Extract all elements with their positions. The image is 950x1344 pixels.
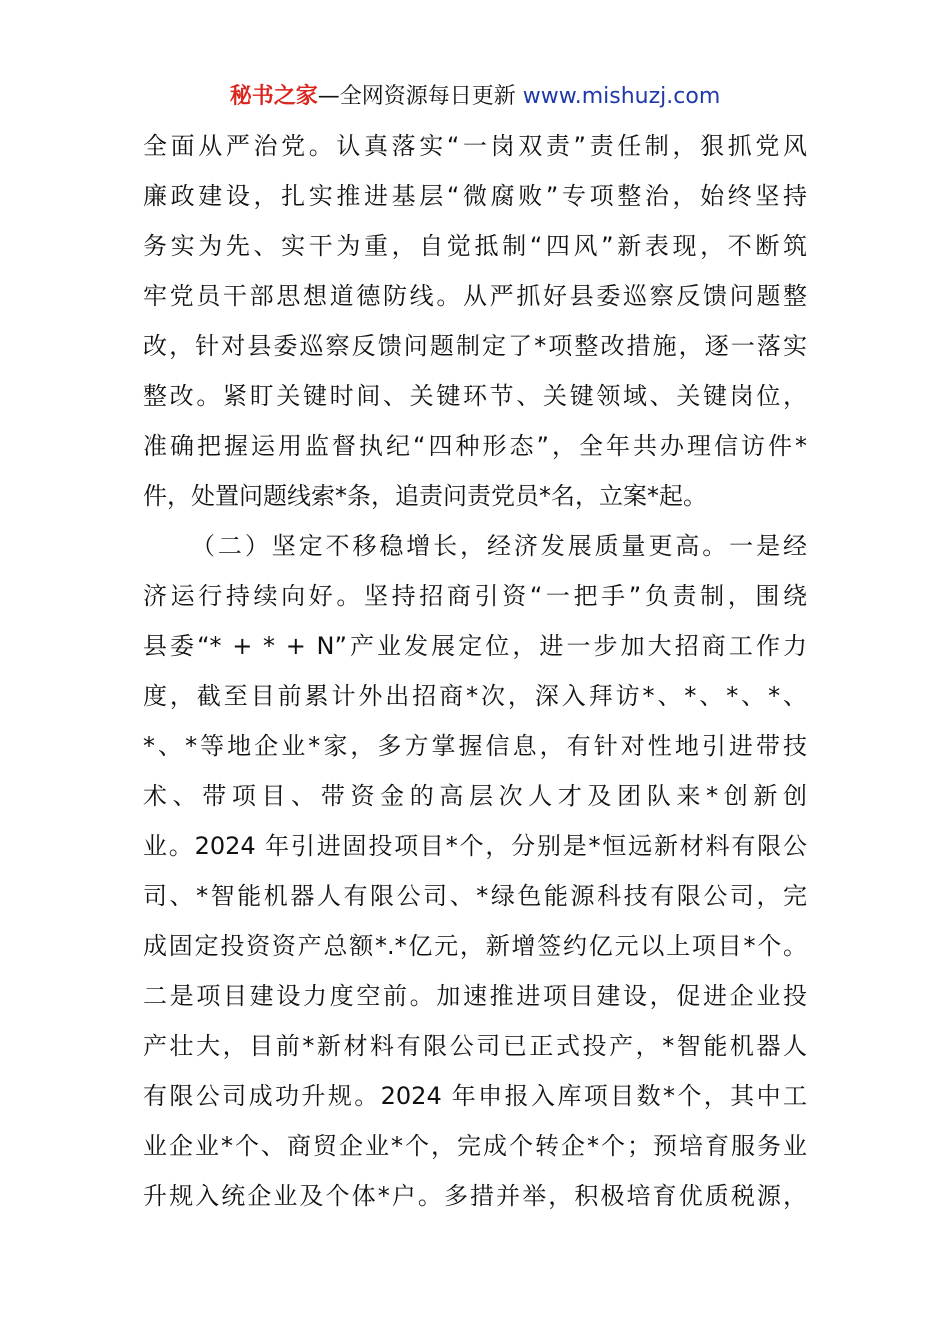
text-line: 司、*智能机器人有限公司、*绿色能源科技有限公司，完 xyxy=(143,882,807,910)
text-line: 术、带项目、带资金的高层次人才及团队来*创新创 xyxy=(143,782,807,810)
text-line: 济运行持续向好。坚持招商引资“一把手”负责制，围绕 xyxy=(143,582,807,610)
paragraph-1 xyxy=(143,121,807,521)
text-line: 业。2024 年引进固投项目*个，分别是*恒远新材料有限公 xyxy=(143,832,807,860)
site-tagline: —全网资源每日更新 xyxy=(317,84,523,109)
document-body xyxy=(143,121,807,1221)
text-line: 全面从严治党。认真落实“一岗双责”责任制，狠抓党风 xyxy=(143,132,807,160)
text-line: *、*等地企业*家，多方掌握信息，有针对性地引进带技 xyxy=(143,732,807,760)
text-line: 成固定投资资产总额*.*亿元，新增签约亿元以上项目*个。 xyxy=(143,932,807,960)
text-line: 升规入统企业及个体*户。多措并举，积极培育优质税源， xyxy=(143,1182,807,1210)
text-line: （二）坚定不移稳增长，经济发展质量更高。一是经 xyxy=(191,532,807,560)
text-line: 度，截至目前累计外出招商*次，深入拜访*、*、*、*、 xyxy=(143,682,807,710)
text-line: 牢党员干部思想道德防线。从严抓好县委巡察反馈问题整 xyxy=(143,282,807,310)
text-line: 件，处置问题线索*条，追责问责党员*名，立案*起。 xyxy=(143,482,707,510)
text-line: 准确把握运用监督执纪“四种形态”，全年共办理信访件* xyxy=(143,432,807,460)
site-brand: 秘书之家 xyxy=(229,84,318,109)
paragraph-2 xyxy=(143,521,807,1221)
text-line: 业企业*个、商贸企业*个，完成个转企*个；预培育服务业 xyxy=(143,1132,807,1160)
text-line: 廉政建设，扎实推进基层“微腐败”专项整治，始终坚持 xyxy=(143,182,807,210)
text-line: 整改。紧盯关键时间、关键环节、关键领域、关键岗位， xyxy=(143,382,807,410)
text-line: 改，针对县委巡察反馈问题制定了*项整改措施，逐一落实 xyxy=(143,332,807,360)
text-line: 县委“* + * + N”产业发展定位，进一步加大招商工作力 xyxy=(143,632,807,660)
text-line: 产壮大，目前*新材料有限公司已正式投产，*智能机器人 xyxy=(143,1032,807,1060)
text-line: 务实为先、实干为重，自觉抵制“四风”新表现，不断筑 xyxy=(143,232,807,260)
site-header xyxy=(0,80,950,114)
site-url-link[interactable]: www.mishuzj.com xyxy=(522,84,721,109)
text-line: 二是项目建设力度空前。加速推进项目建设，促进企业投 xyxy=(143,982,807,1010)
text-line: 有限公司成功升规。2024 年申报入库项目数*个，其中工 xyxy=(143,1082,807,1110)
